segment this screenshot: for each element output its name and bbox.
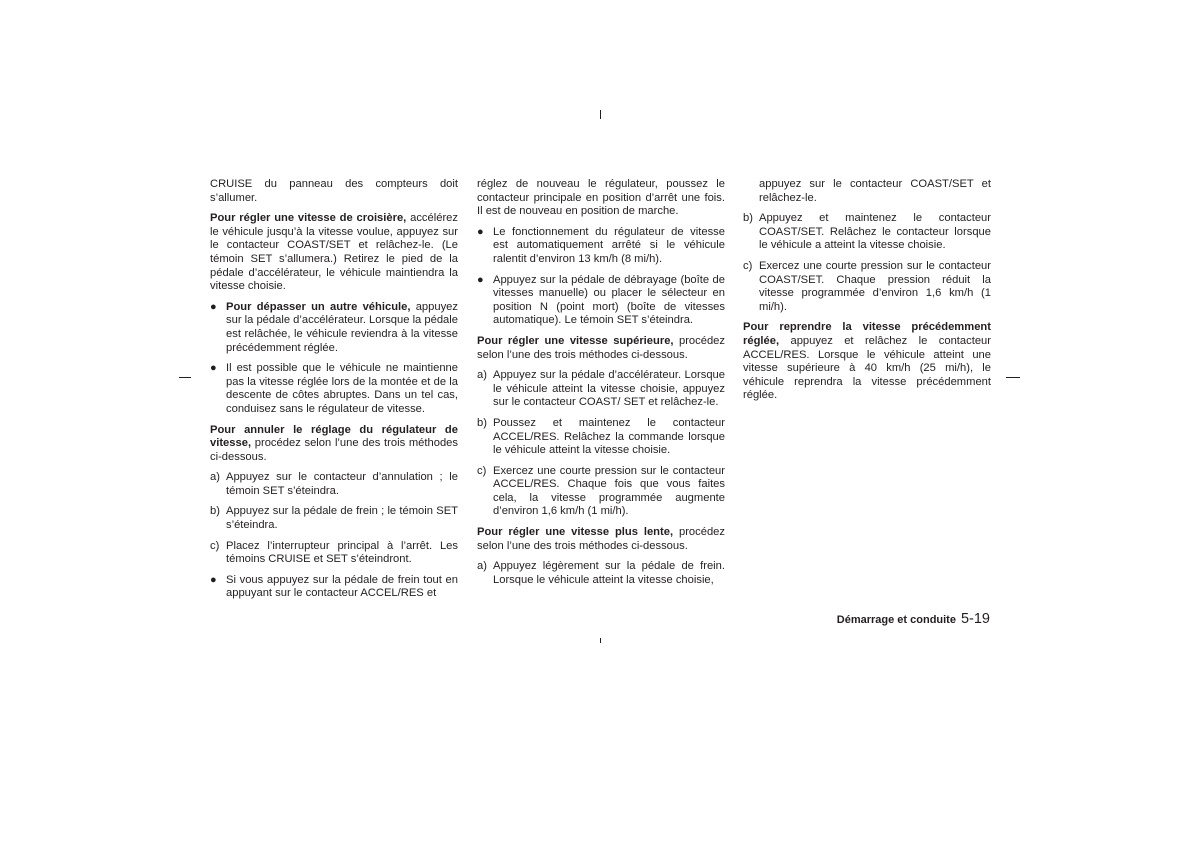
list-item [477,465,725,519]
list-marker: c) [477,464,487,477]
item-text: Appuyez sur la pédale d’accélérateur. Lorsque le véhicule atteint la vitesse choisie, appuyez sur le contacteur COAST/ SET et relâchez-le. [493,369,725,409]
bullet-icon: ● [210,573,217,586]
item-text: Si vous appuyez sur la pédale de frein tout en appuyant sur le contacteur ACCEL/RES et [226,573,458,600]
list-item [477,560,725,587]
paragraph-text: procédez selon l’une des trois méthodes ci-dessous. [477,526,725,552]
list-marker: a) [477,369,487,382]
paragraph-cruise-set [210,212,458,294]
item-text: Le fonctionnement du régulateur de vitesse est automatiquement arrêté si le véhicule ralentit d’environ 13 km/h (8 mi/h). [493,225,725,265]
paragraph: CRUISE du panneau des compteurs doit s’allumer. [210,178,458,204]
list-item [210,471,458,498]
item-text: appuyez sur la pédale d’accélérateur. Lorsque la pédale est relâchée, le véhicule reviendra à la vitesse précédemment réglée. [226,300,459,354]
bullet-item [210,362,458,416]
text-column-3 [743,178,991,410]
bullet-item [477,226,725,267]
bullet-item [210,574,458,601]
list-marker: b) [477,416,487,429]
list-item [477,369,725,410]
heading-inline: Pour annuler le réglage du régulateur de vitesse, [210,423,458,450]
list-item [743,212,991,253]
left-crop-mark [179,377,191,378]
paragraph-lower-speed [477,526,725,553]
heading-inline: Pour régler une vitesse plus lente, [477,526,674,539]
bullet-item [210,301,458,355]
bullet-icon: ● [477,273,484,286]
text-column-1 [210,178,458,608]
list-item-continued [743,178,991,205]
list-marker: a) [210,471,220,484]
list-item [743,260,991,314]
item-text: Exercez une courte pression sur le contacteur COAST/SET. Chaque pression réduit la vitesse programmée d’environ 1,6 km/h (1 mi/h). [759,259,991,313]
paragraph-text: procédez selon l’une des trois méthodes ci-dessous. [210,437,458,463]
item-text: Appuyez sur la pédale de débrayage (boîte de vitesses manuelle) ou placer le sélecteur en position N (point mort) (boîte de vitesses automatique). Le témoin SET s’éteindra. [493,273,725,327]
list-item [477,417,725,458]
heading-inline: Pour régler une vitesse supérieure, [477,334,674,347]
page-footer [800,610,990,628]
item-text: Placez l’interrupteur principal à l’arrêt. Les témoins CRUISE et SET s’éteindront. [226,539,458,566]
paragraph-resume [743,321,991,403]
item-text: Appuyez sur le contacteur d’annulation ; le témoin SET s’éteindra. [226,471,458,497]
right-crop-mark [1006,377,1020,378]
item-text: Il est possible que le véhicule ne maintienne pas la vitesse réglée lors de la montée et de la descente de côtes abruptes. Dans un tel cas, conduisez sans le régulateur de vitesse. [226,362,458,415]
paragraph-text: procédez selon l’une des trois méthodes ci-dessous. [477,334,726,361]
list-marker: a) [477,560,487,573]
list-marker: b) [210,505,220,518]
text-column-2 [477,178,725,594]
list-marker: c) [743,259,753,272]
list-marker: b) [743,212,753,225]
paragraph-higher-speed [477,335,725,362]
list-marker: c) [210,539,220,552]
item-text: appuyez sur le contacteur COAST/SET et relâchez-le. [759,178,991,204]
bullet-icon: ● [210,362,217,375]
bullet-item [477,274,725,328]
top-crop-mark [600,110,601,119]
bullet-icon: ● [210,300,217,313]
bottom-crop-mark [600,638,601,643]
item-text: Exercez une courte pression sur le contacteur ACCEL/RES. Chaque fois que vous faites cela, la vitesse programmée augmente d’environ 1,6 km/h (1 mi/h). [493,464,725,518]
heading-inline: Pour régler une vitesse de croisière, [210,212,407,225]
heading-inline: Pour dépasser un autre véhicule, [226,300,411,313]
item-text: Poussez et maintenez le contacteur ACCEL/RES. Relâchez la commande lorsque le véhicule atteint la vitesse choisie. [493,416,725,457]
list-item [210,540,458,567]
paragraph-text: accélérez le véhicule jusqu’à la vitesse voulue, appuyez sur le contacteur COAST/SET et relâchez-le. (Le témoin SET s’allumera.) Retirez le pied de la pédale d’accélérateur, le véhicule maintiendra la vitesse choisie. [210,212,458,293]
paragraph: réglez de nouveau le régulateur, poussez le contacteur principale en position d’arrêt une fois. Il est de nouveau en position de marche. [477,178,725,218]
page-number: 5-19 [960,611,990,627]
paragraph-text: appuyez et relâchez le contacteur ACCEL/RES. Lorsque le véhicule atteint une vitesse supérieure à 40 km/h (25 mi/h), le véhicule reprendra la vitesse précédemment réglée. [743,334,991,402]
section-title: Démarrage et conduite [836,614,956,626]
item-text: Appuyez sur la pédale de frein ; le témoin SET s’éteindra. [226,505,458,532]
bullet-icon: ● [477,225,484,238]
list-item [210,505,458,532]
item-text: Appuyez et maintenez le contacteur COAST/SET. Relâchez le contacteur lorsque le véhicule a atteint la vitesse choisie. [759,212,991,252]
paragraph-cancel [210,424,458,465]
heading-inline: Pour reprendre la vitesse précédemment réglée, [743,321,991,347]
item-text: Appuyez légèrement sur la pédale de frein. Lorsque le véhicule atteint la vitesse choisie, [493,560,725,586]
